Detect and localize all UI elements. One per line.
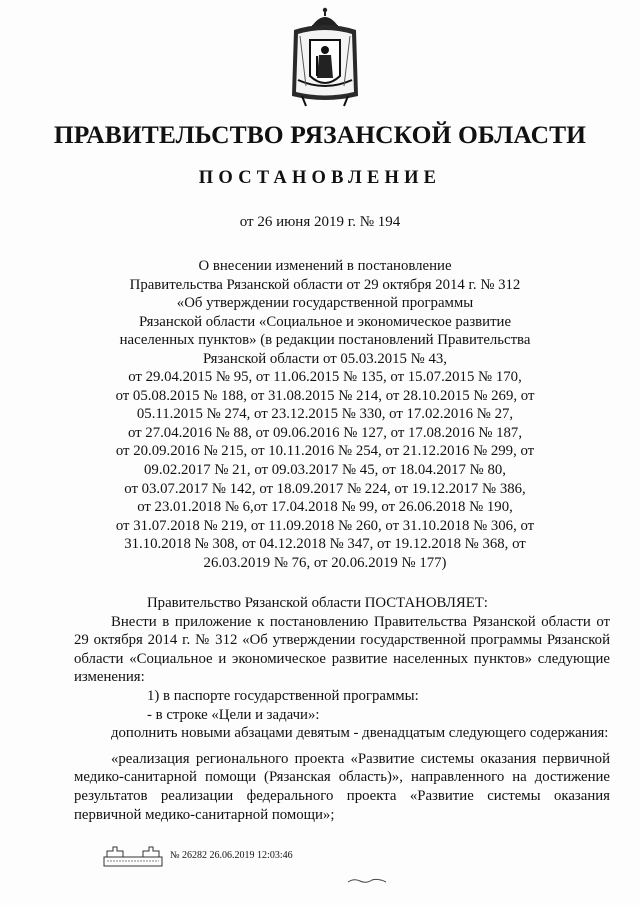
subject-line: Рязанской области «Социальное и экономическое развитие [138,313,512,330]
subject-line: от 23.01.2018 № 6,от 17.04.2018 № 99, от 26.06.2018 № 190, [137,499,513,516]
paragraph-main: Внести в приложение к постановлению Правительства Рязанской области от 29 октября 2014 г. № 312 «Об утверждении государственной программы Рязанской области «Социальное и экономическое развитие населенных пунктов» следующие изменения: [74,613,610,686]
list-item-1-sub: - в строке «Цели и задачи»: [147,706,320,723]
list-item-1: 1) в паспорте государственной программы: [147,687,419,704]
resolves-line: Правительство Рязанской области ПОСТАНОВЛЯЕТ: [147,595,488,611]
subject-line: 31.10.2018 № 308, от 04.12.2018 № 347, от 19.12.2018 № 368, от [124,536,526,553]
signature-mark-icon [346,874,390,886]
document-type: ПОСТАНОВЛЕНИЕ [198,168,442,188]
document-body [74,594,610,824]
subject-line: Рязанской области от 05.03.2015 № 43, [203,350,447,367]
subject-line: 05.11.2015 № 274, от 23.12.2015 № 330, от 17.02.2016 № 27, [136,406,514,423]
registry-stamp-icon [103,843,163,867]
subject-line: «Об утверждении государственной программы [176,295,474,312]
subject-line: от 05.08.2015 № 188, от 31.08.2015 № 214, от 28.10.2015 № 269, от [115,387,535,404]
government-title: ПРАВИТЕЛЬСТВО РЯЗАНСКОЙ ОБЛАСТИ [53,120,587,149]
subject-line: Правительства Рязанской области от 29 октября 2014 г. № 312 [129,276,521,293]
subject-line: от 03.07.2017 № 142, от 18.09.2017 № 224, от 19.12.2017 № 386, [124,480,526,497]
subject-line: населенных пунктов» (в редакции постановлений Правительства [119,332,531,349]
subject-line: от 29.04.2015 № 95, от 11.06.2015 № 135, от 15.07.2015 № 170, [128,369,522,386]
quote-paragraph: «реализация регионального проекта «Развитие системы оказания первичной медико-санитарной помощи (Рязанская область)», направленного на достижение результатов реализации федерального проекта «Развитие системы оказания первичной медико-санитарной помощи»; [74,750,610,823]
list-item-1-add: дополнить новыми абзацами девятым - двенадцатым следующего содержания: [111,725,609,742]
subject-line: 26.03.2019 № 76, от 20.06.2019 № 177) [203,554,447,571]
subject-line: от 20.09.2016 № 215, от 10.11.2016 № 254, от 21.12.2016 № 299, от [115,443,535,460]
registry-number: № 26282 26.06.2019 12:03:46 [170,850,293,861]
subject-line: О внесении изменений в постановление [198,258,452,274]
document-date: от 26 июня 2019 г. № 194 [239,214,401,230]
document-subject [100,257,550,572]
subject-line: от 27.04.2016 № 88, от 09.06.2016 № 127, от 17.08.2016 № 187, [127,424,523,441]
subject-line: от 31.07.2018 № 219, от 11.09.2018 № 260, от 31.10.2018 № 306, от [115,517,535,534]
coat-of-arms-icon [288,6,362,108]
subject-line: 09.02.2017 № 21, от 09.03.2017 № 45, от 18.04.2017 № 80, [144,462,506,479]
